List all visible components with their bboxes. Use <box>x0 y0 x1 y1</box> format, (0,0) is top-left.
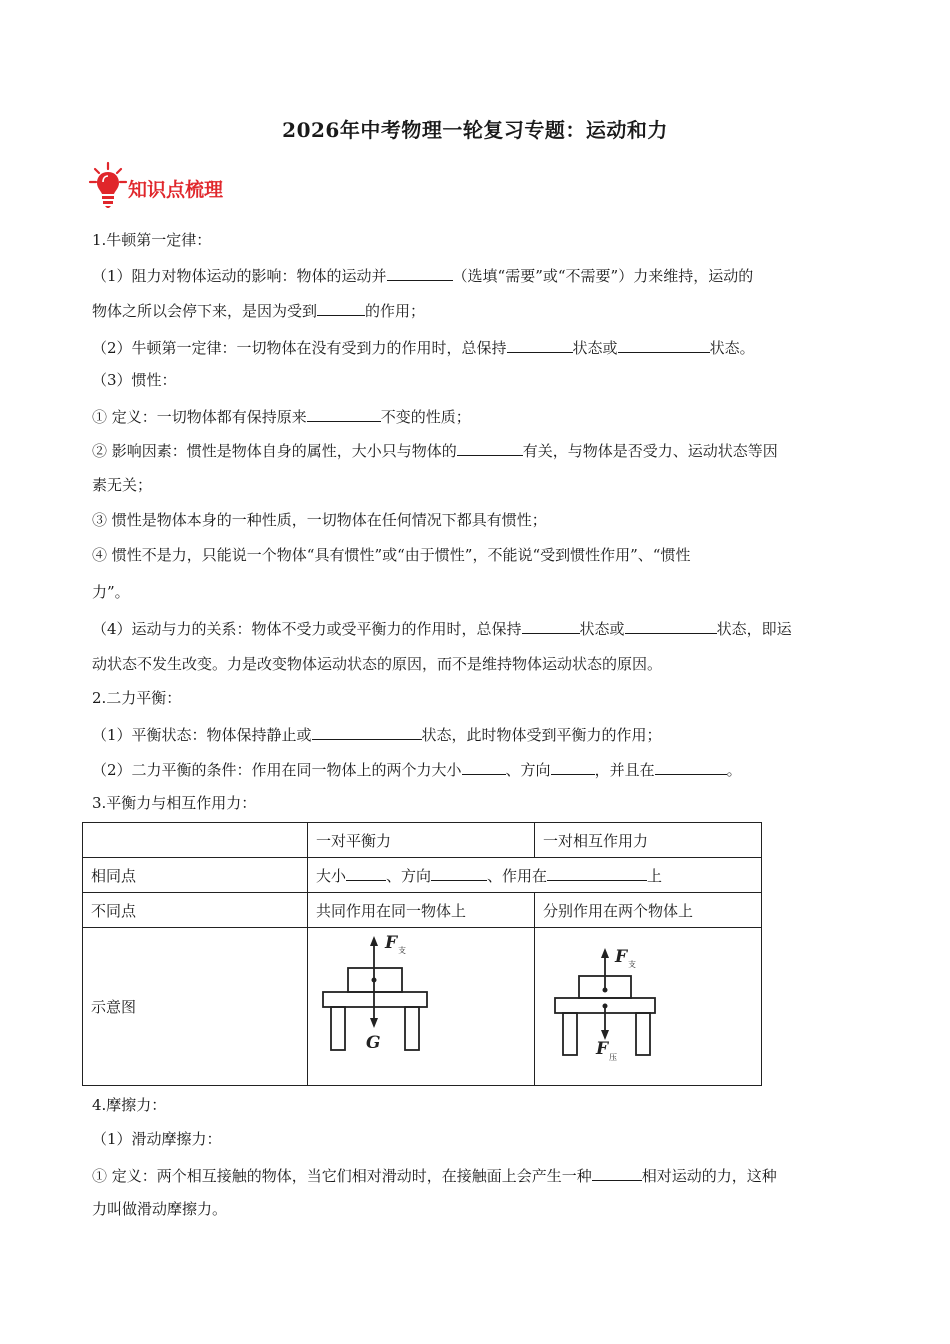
comparison-table <box>82 822 762 1086</box>
table-header-mutual: 一对相互作用力 <box>535 823 762 858</box>
force-label-g: G <box>366 1033 381 1053</box>
table-cell <box>83 823 308 858</box>
text-line: 动状态不发生改变。力是改变物体运动状态的原因，而不是维持物体运动状态的原因。 <box>92 655 663 673</box>
same-points-cell: 大小 、方向 、作用在 上 <box>308 858 762 893</box>
fill-blank <box>655 758 727 775</box>
section-title: 知识点梳理 <box>128 178 224 201</box>
text-line: （1）平衡状态：物体保持静止或 状态，此时物体受到平衡力的作用； <box>92 723 662 745</box>
fill-blank <box>317 299 365 316</box>
text-line: 1.牛顿第一定律： <box>92 231 212 249</box>
text-line: ③ 惯性是物体本身的一种性质，一切物体在任何情况下都具有惯性； <box>92 511 547 529</box>
fill-blank <box>592 1164 642 1181</box>
diagram-balance-cell <box>308 928 535 1086</box>
fill-blank <box>618 336 710 353</box>
text-line: （3）惯性： <box>92 371 177 389</box>
diff-balance-cell: 共同作用在同一物体上 <box>308 893 535 928</box>
table-row <box>83 823 762 858</box>
force-label-f: F <box>385 933 398 953</box>
table-header-balance: 一对平衡力 <box>308 823 535 858</box>
fill-blank <box>551 758 595 775</box>
row-label-diff: 不同点 <box>83 893 308 928</box>
mutual-force-diagram <box>535 928 761 1085</box>
row-label-diagram: 示意图 <box>83 928 308 1086</box>
table-row <box>83 893 762 928</box>
fill-blank <box>307 405 381 422</box>
text-line: 2.二力平衡： <box>92 689 182 707</box>
fill-blank <box>312 723 422 740</box>
text-line: 力”。 <box>92 583 130 601</box>
force-subscript: 压 <box>609 1053 617 1062</box>
text-line: ① 定义：两个相互接触的物体，当它们相对滑动时，在接触面上会产生一种 相对运动的力，这种 <box>92 1164 777 1186</box>
fill-blank <box>625 617 717 634</box>
fill-blank <box>507 336 573 353</box>
section-heading <box>88 160 223 210</box>
row-label-same: 相同点 <box>83 858 308 893</box>
diagram-mutual-cell <box>535 928 762 1086</box>
text-line: ④ 惯性不是力，只能说一个物体“具有惯性”或“由于惯性”，不能说“受到惯性作用”、“惯性 <box>92 546 691 564</box>
text-line: 素无关； <box>92 476 153 494</box>
text-line: 3.平衡力与相互作用力： <box>92 794 257 812</box>
text-line: （1）滑动摩擦力： <box>92 1130 222 1148</box>
force-label-f-press: F <box>596 1039 609 1059</box>
table-row <box>83 928 762 1086</box>
fill-blank <box>462 758 506 775</box>
text-line: （4）运动与力的关系：物体不受力或受平衡力的作用时，总保持 状态或 状态，即运 <box>92 617 792 639</box>
text-line: ① 定义：一切物体都有保持原来 不变的性质； <box>92 405 471 427</box>
lightbulb-icon <box>88 160 128 210</box>
text-line: 4.摩擦力： <box>92 1096 167 1114</box>
fill-blank <box>522 617 580 634</box>
fill-blank <box>387 264 453 281</box>
balance-force-diagram <box>308 928 534 1085</box>
page-title: 2026年中考物理一轮复习专题：运动和力 <box>282 118 668 142</box>
force-subscript: 支 <box>398 946 406 955</box>
text-line: （1）阻力对物体运动的影响：物体的运动并 （选填“需要”或“不需要”）力来维持，运动的 <box>92 264 753 286</box>
text-line: 力叫做滑动摩擦力。 <box>92 1200 228 1218</box>
fill-blank <box>431 864 487 881</box>
fill-blank <box>346 864 386 881</box>
fill-blank <box>457 439 523 456</box>
table-row <box>83 858 762 893</box>
diff-mutual-cell: 分别作用在两个物体上 <box>535 893 762 928</box>
text-line: ② 影响因素：惯性是物体自身的属性，大小只与物体的 有关，与物体是否受力、运动状态等因 <box>92 439 778 461</box>
text-line: 物体之所以会停下来，是因为受到 的作用； <box>92 299 425 321</box>
force-label-f: F <box>615 947 628 967</box>
text-line: （2）二力平衡的条件：作用在同一物体上的两个力大小 、方向 ，并且在 。 <box>92 758 742 780</box>
fill-blank <box>547 864 647 881</box>
text-line: （2）牛顿第一定律：一切物体在没有受到力的作用时，总保持 状态或 状态。 <box>92 336 755 358</box>
force-subscript: 支 <box>628 960 636 969</box>
